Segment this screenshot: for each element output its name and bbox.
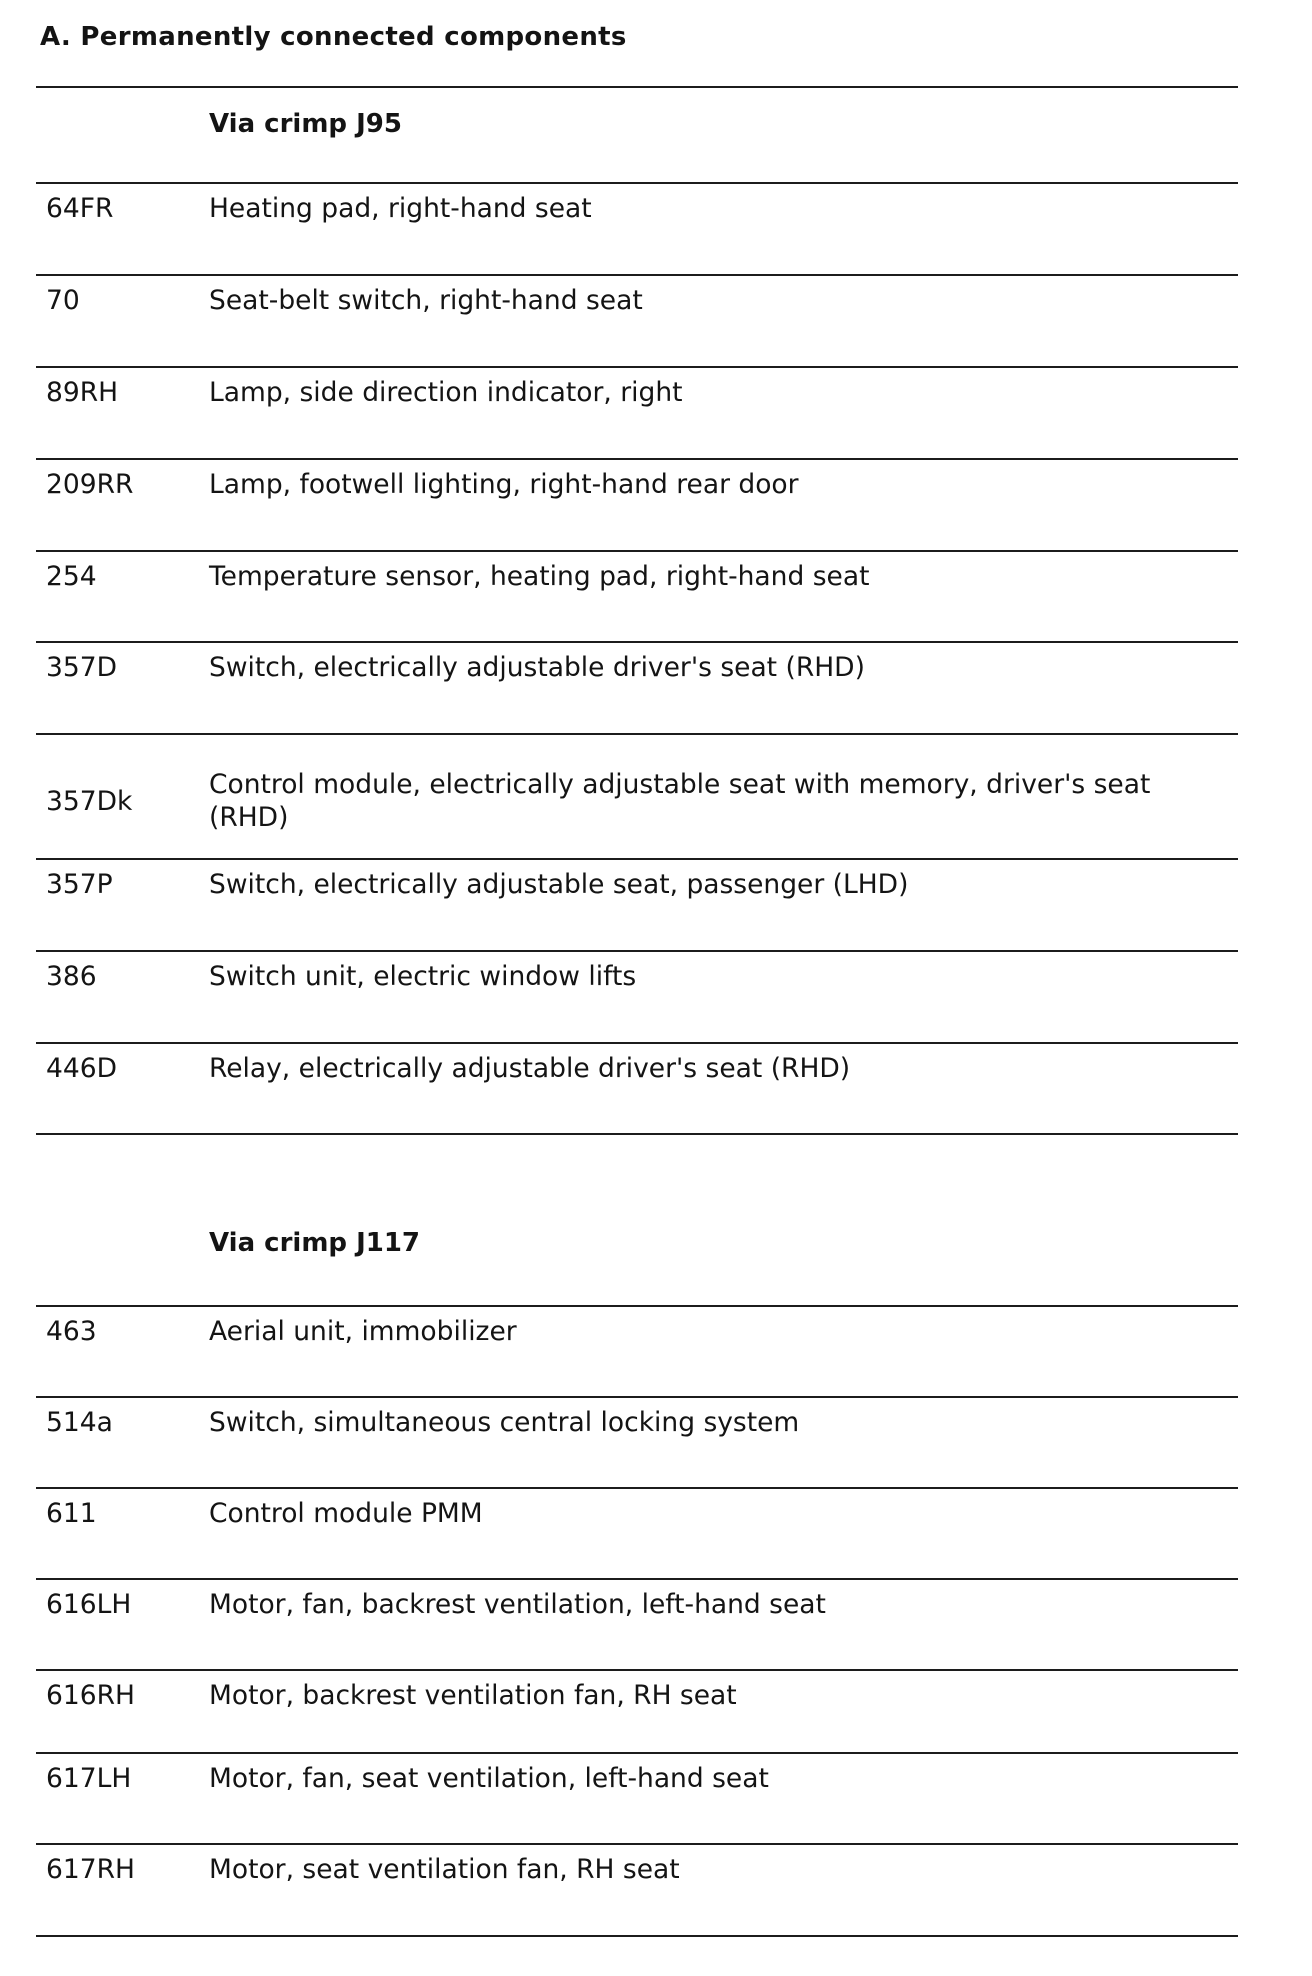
component-description: Lamp, footwell lighting, right-hand rear door (209, 469, 799, 500)
table-row (36, 1671, 1238, 1754)
component-description: Switch unit, electric window lifts (209, 961, 637, 992)
table-row (36, 1580, 1238, 1671)
component-code: 70 (46, 285, 80, 316)
component-code: 616RH (46, 1680, 135, 1711)
component-code: 89RH (46, 377, 119, 408)
component-code: 617RH (46, 1854, 135, 1885)
component-description: Seat-belt switch, right-hand seat (209, 285, 643, 316)
component-description: Lamp, side direction indicator, right (209, 377, 683, 408)
table-row (36, 276, 1238, 368)
component-code: 357D (46, 652, 117, 683)
component-description: Switch, electrically adjustable driver's seat (RHD) (209, 652, 865, 683)
component-code: 514a (46, 1407, 113, 1438)
component-description: Switch, electrically adjustable seat, passenger (LHD) (209, 869, 909, 900)
table-row (36, 460, 1238, 552)
component-code: 64FR (46, 193, 114, 224)
component-description: Motor, fan, seat ventilation, left-hand seat (209, 1763, 769, 1794)
table-row (36, 1307, 1238, 1398)
component-description: Motor, fan, backrest ventilation, left-hand seat (209, 1589, 826, 1620)
table-row (36, 952, 1238, 1044)
section-heading: Via crimp J95 (36, 88, 1238, 184)
table-row (36, 860, 1238, 952)
component-description: Aerial unit, immobilizer (209, 1316, 517, 1347)
component-code: 357P (46, 869, 113, 900)
component-description: Motor, backrest ventilation fan, RH seat (209, 1680, 737, 1711)
component-code: 611 (46, 1498, 97, 1529)
component-description: Control module, electrically adjustable seat with memory, driver's seat (RHD) (209, 768, 1151, 833)
component-description: Heating pad, right-hand seat (209, 193, 592, 224)
component-description: Relay, electrically adjustable driver's seat (RHD) (209, 1053, 851, 1084)
component-code: 357Dk (46, 786, 133, 817)
table-row (36, 1398, 1238, 1489)
component-code: 386 (46, 961, 97, 992)
component-code: 463 (46, 1316, 97, 1347)
section-heading: Via crimp J117 (36, 1207, 1238, 1307)
table-row (36, 552, 1238, 643)
table-row (36, 1044, 1238, 1135)
table-row (36, 1845, 1238, 1937)
section-crimp-j95 (36, 86, 1238, 1135)
table-row (36, 1489, 1238, 1580)
page-title: A. Permanently connected components (40, 22, 627, 52)
component-description: Switch, simultaneous central locking system (209, 1407, 800, 1438)
component-code: 446D (46, 1053, 117, 1084)
table-row (36, 368, 1238, 460)
component-description: Motor, seat ventilation fan, RH seat (209, 1854, 680, 1885)
section-crimp-j117 (36, 1207, 1238, 1937)
component-code: 616LH (46, 1589, 132, 1620)
table-row (36, 735, 1238, 860)
table-row (36, 1754, 1238, 1845)
component-code: 209RR (46, 469, 134, 500)
table-row (36, 643, 1238, 735)
table-row (36, 184, 1238, 276)
component-description: Control module PMM (209, 1498, 483, 1529)
component-code: 254 (46, 561, 97, 592)
component-description: Temperature sensor, heating pad, right-hand seat (209, 561, 870, 592)
component-code: 617LH (46, 1763, 132, 1794)
